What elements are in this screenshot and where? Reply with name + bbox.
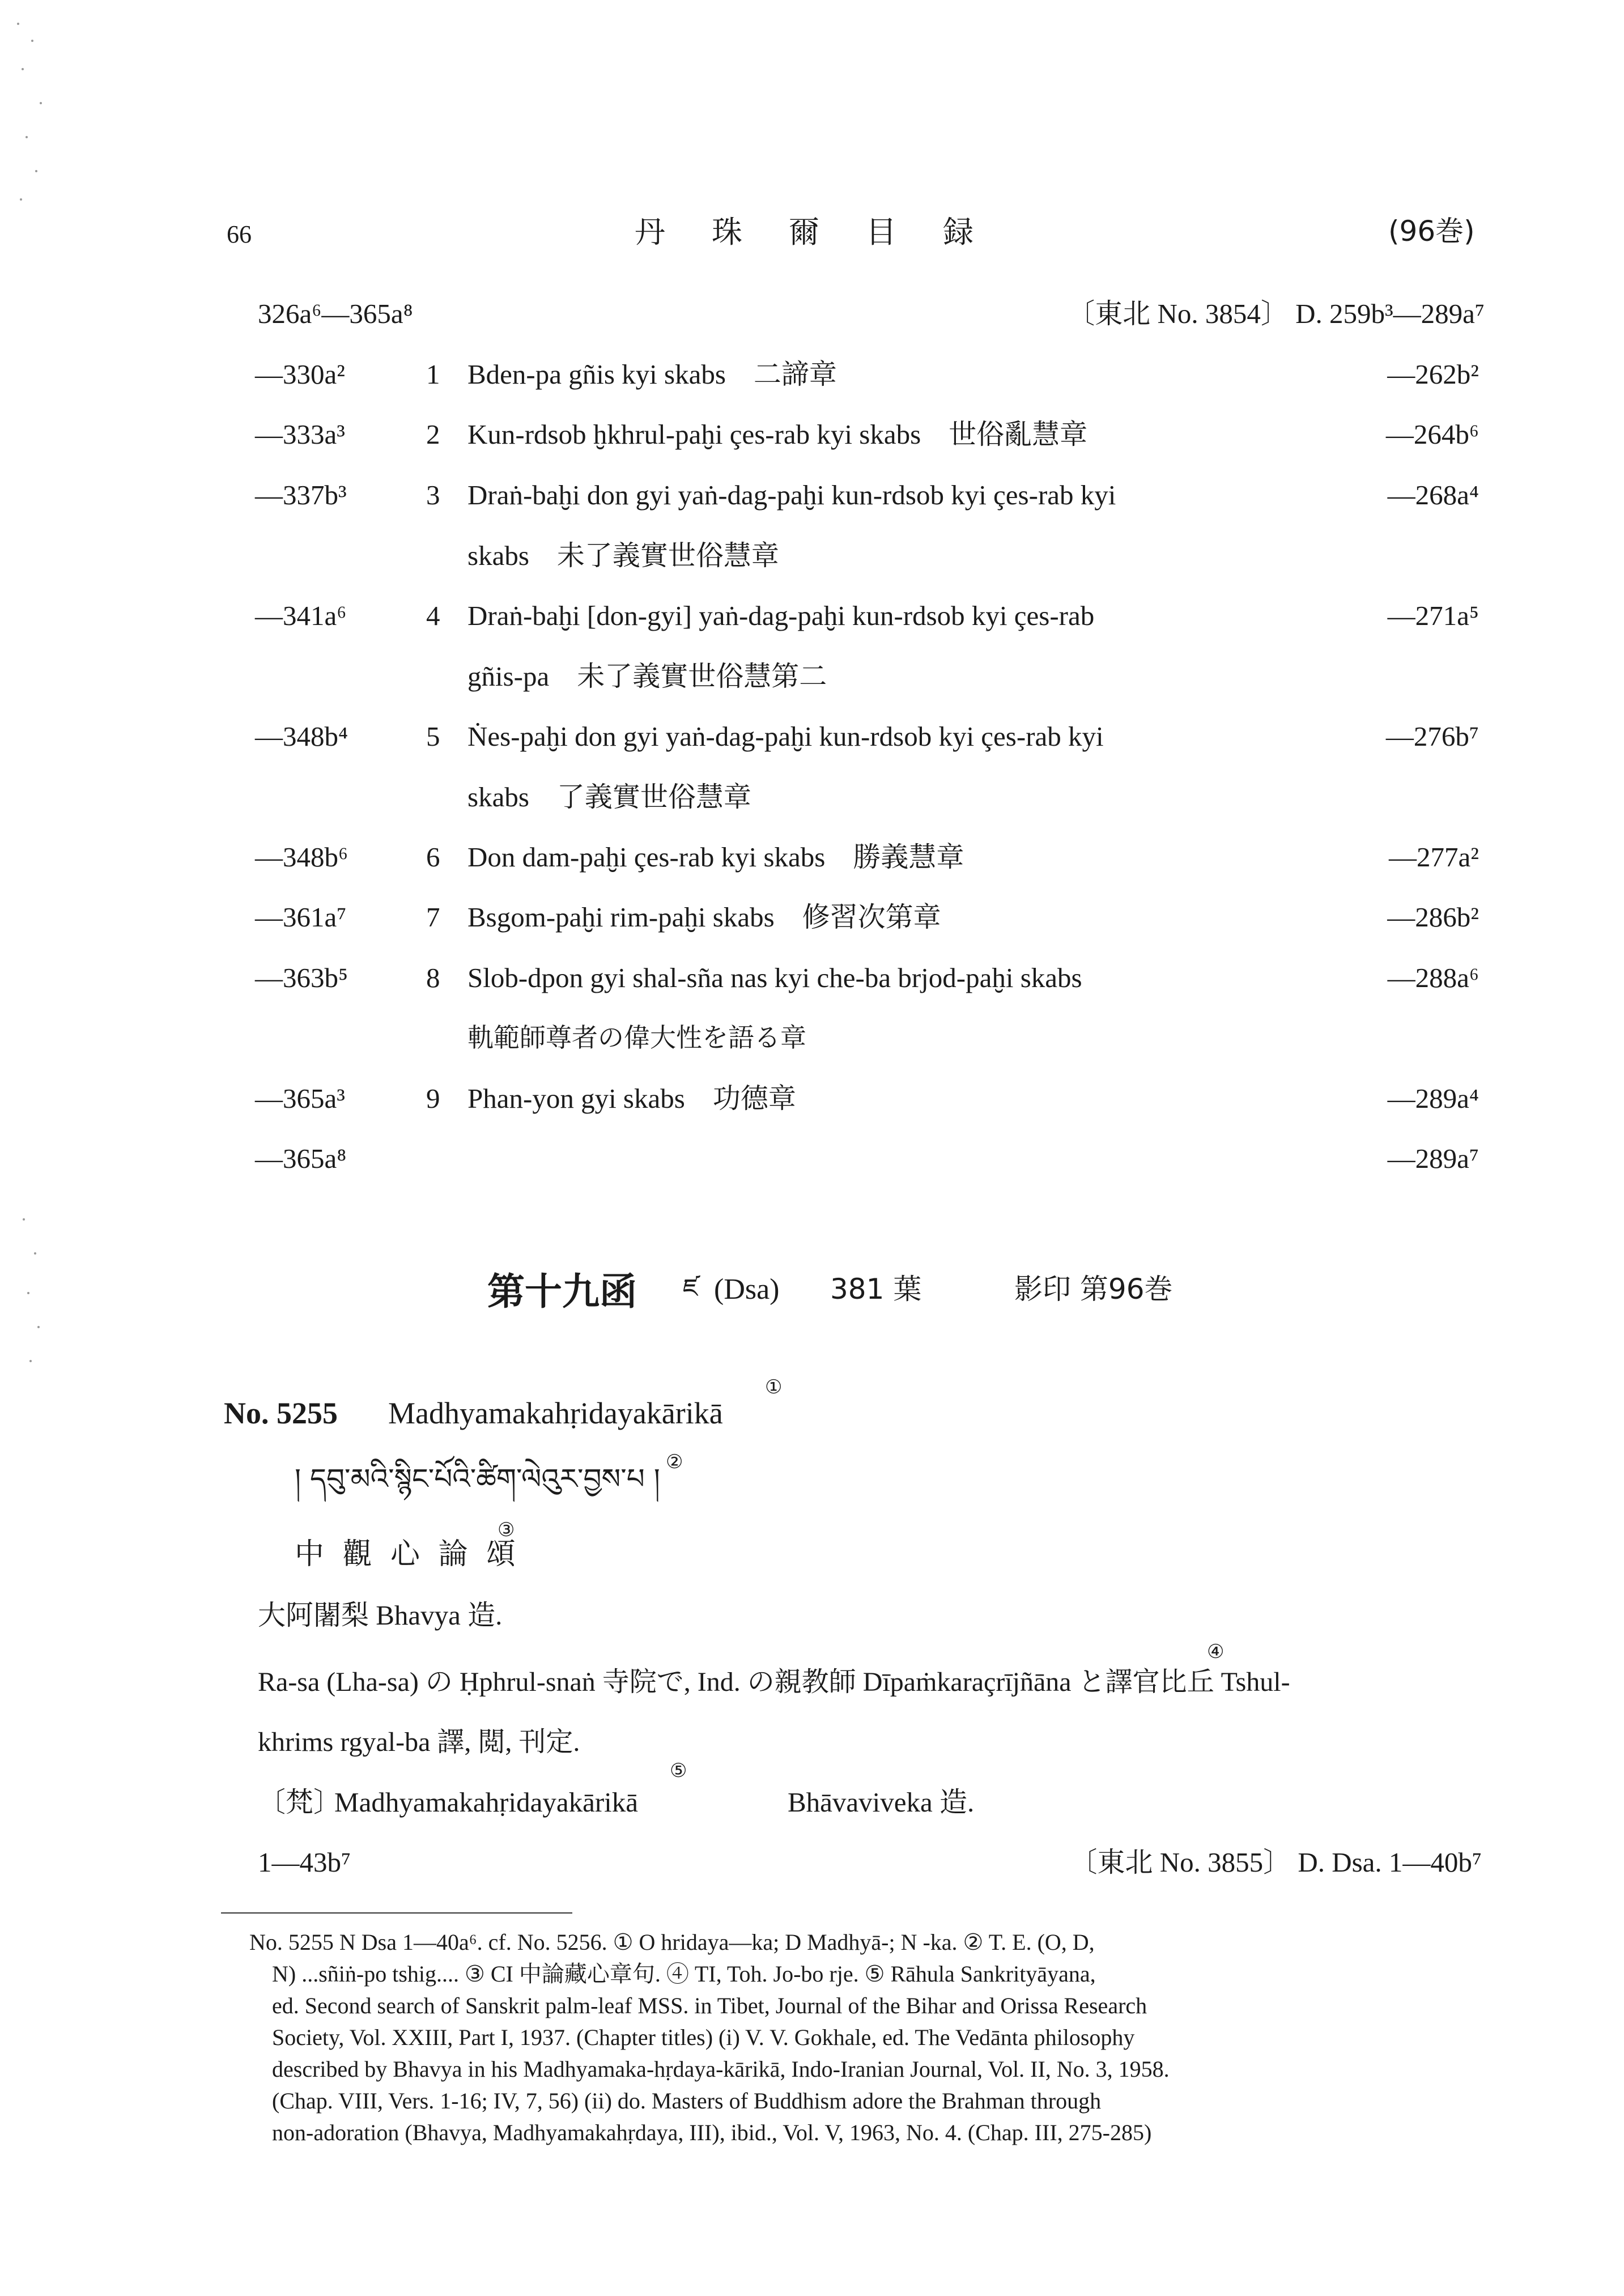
row-title: skabs 未了義實世俗慧章 bbox=[467, 540, 779, 571]
sanskrit-title: Madhyamakahṛidayakārikā bbox=[334, 1787, 639, 1818]
translation-line-1: Ra-sa (Lha-sa) の Ḥphrul-snaṅ 寺院で, Ind. の親教師 Dīpaṁkaraçrījñāna と譯官比丘 Tshul- bbox=[258, 1667, 1290, 1697]
row-title: Don dam-paḫi çes-rab kyi skabs 勝義慧章 bbox=[467, 841, 964, 873]
row-right-folio: —264b⁶ bbox=[1385, 419, 1479, 450]
row-number: 7 bbox=[426, 902, 440, 933]
row-title: Bden-pa gñis kyi skabs 二諦章 bbox=[467, 359, 837, 390]
row-number: 2 bbox=[426, 419, 440, 450]
footnote-line: (Chap. VIII, Vers. 1-16; IV, 7, 56) (ii) do. Masters of Buddhism adore the Brahman through bbox=[272, 2088, 1102, 2114]
author-line: 大阿闍梨 Bhavya 造. bbox=[258, 1600, 503, 1631]
row-right-folio: —289a⁴ bbox=[1387, 1083, 1479, 1114]
row-title: skabs 了義實世俗慧章 bbox=[467, 781, 751, 813]
row-right-folio: —262b² bbox=[1387, 359, 1479, 390]
running-title: 丹 珠 爾 目 録 bbox=[635, 214, 981, 250]
row-right-folio: —268a⁴ bbox=[1387, 479, 1479, 511]
row-left-folio: —361a⁷ bbox=[255, 902, 347, 933]
section-range: 326a⁶—365a⁸ bbox=[258, 298, 413, 329]
footnote-marker-5: ⑤ bbox=[670, 1759, 687, 1782]
row-right-folio: —288a⁶ bbox=[1387, 962, 1479, 993]
leaf-count: 381 葉 bbox=[830, 1273, 922, 1306]
row-number: 3 bbox=[426, 479, 440, 511]
row-right-folio: —277a² bbox=[1389, 841, 1479, 873]
row-title: Bsgom-paḫi rim-paḫi skabs 修習次第章 bbox=[467, 902, 941, 933]
entry-number: No. 5255 bbox=[224, 1396, 338, 1430]
row-number: 6 bbox=[426, 841, 440, 873]
footnote-rule bbox=[221, 1912, 572, 1914]
footnote-line: described by Bhavya in his Madhyamaka-hṛdaya-kārikā, Indo-Iranian Journal, Vol. II, No. 3, 1958. bbox=[272, 2056, 1170, 2082]
case-heading: 第十九函 bbox=[487, 1270, 637, 1313]
translation-line-2: khrims rgyal-ba 譯, 閲, 刊定. bbox=[258, 1727, 580, 1757]
row-title: Kun-rdsob ḫkhrul-paḫi çes-rab kyi skabs 世俗亂慧章 bbox=[467, 419, 1088, 450]
section-reference: 〔東北 No. 3854〕 D. 259b³—289a⁷ bbox=[1067, 298, 1485, 329]
row-right-folio: —286b² bbox=[1387, 902, 1479, 933]
facsimile-volume: 影印 第96巻 bbox=[1014, 1273, 1173, 1306]
sanskrit-label: 〔梵〕 bbox=[258, 1787, 342, 1818]
tibetan-case-letter: ཛ bbox=[683, 1274, 698, 1303]
row-left-folio: —337b³ bbox=[255, 479, 347, 511]
row-left-folio: —365a³ bbox=[255, 1083, 345, 1114]
footnote-marker-2: ② bbox=[666, 1451, 683, 1473]
footnote-marker-3: ③ bbox=[498, 1519, 515, 1541]
footnote-line: ed. Second search of Sanskrit palm-leaf MSS. in Tibet, Journal of the Bihar and Orissa Research bbox=[272, 1993, 1147, 2018]
footnote-marker-1: ① bbox=[765, 1376, 783, 1398]
row-right-folio: —276b⁷ bbox=[1385, 721, 1479, 752]
row-title: Draṅ-baḫi don gyi yaṅ-dag-paḫi kun-rdsob kyi çes-rab kyi bbox=[467, 479, 1116, 511]
row-right-folio: —271a⁵ bbox=[1387, 600, 1479, 631]
tibetan-title: ། དབུ་མའི་སྙིང་པོའི་ཚིག་ལེའུར་བྱས་པ ། bbox=[295, 1462, 660, 1495]
row-left-folio: —341a⁶ bbox=[255, 600, 347, 631]
entry-reference: 〔東北 No. 3855〕 D. Dsa. 1—40b⁷ bbox=[1069, 1847, 1482, 1878]
row-left-folio: —363b⁵ bbox=[255, 962, 348, 993]
row-number: 4 bbox=[426, 600, 440, 631]
row-title: Phan-yon gyi skabs 功德章 bbox=[467, 1083, 796, 1114]
volume-label: (96巻) bbox=[1388, 215, 1475, 248]
row-left-folio: —365a⁸ bbox=[255, 1143, 347, 1174]
row-left-folio: —348b⁶ bbox=[255, 841, 348, 873]
row-number: 1 bbox=[426, 359, 440, 390]
page-number: 66 bbox=[227, 220, 252, 248]
entry-title: Madhyamakahṛidayakārikā bbox=[388, 1396, 723, 1430]
row-left-folio: —333a³ bbox=[255, 419, 345, 450]
case-transliteration: (Dsa) bbox=[714, 1273, 780, 1306]
row-title: gñis-pa 未了義實世俗慧第二 bbox=[467, 661, 827, 692]
footnote-line: N) ...sñiṅ-po tshig.... ③ CI 中論藏心章句. ④ TI, Toh. Jo-bo rje. ⑤ Rāhula Sankrityāyana, bbox=[272, 1961, 1096, 1987]
row-left-folio: —330a² bbox=[255, 359, 345, 390]
row-title: Ṅes-paḫi don gyi yaṅ-dag-paḫi kun-rdsob kyi çes-rab kyi bbox=[467, 721, 1104, 752]
row-title: Slob-dpon gyi shal-sña nas kyi che-ba brjod-paḫi skabs bbox=[467, 962, 1082, 993]
entry-range: 1—43b⁷ bbox=[258, 1847, 351, 1878]
row-title: Draṅ-baḫi [don-gyi] yaṅ-dag-paḫi kun-rdsob kyi çes-rab bbox=[467, 600, 1095, 631]
row-number: 8 bbox=[426, 962, 440, 993]
row-left-folio: —348b⁴ bbox=[255, 721, 348, 752]
row-right-folio: —289a⁷ bbox=[1387, 1143, 1479, 1174]
row-number: 5 bbox=[426, 721, 440, 752]
footnote-line: No. 5255 N Dsa 1—40a⁶. cf. No. 5256. ① O hridaya—ka; D Madhyā-; N -ka. ② T. E. (O, D, bbox=[249, 1929, 1095, 1955]
sanskrit-author: Bhāvaviveka 造. bbox=[788, 1787, 975, 1818]
footnote-line: non-adoration (Bhavya, Madhyamakahṛdaya, III), ibid., Vol. V, 1963, No. 4. (Chap. III, 275-285) bbox=[272, 2120, 1152, 2145]
row-number: 9 bbox=[426, 1083, 440, 1114]
footnote-line: Society, Vol. XXIII, Part I, 1937. (Chapter titles) (i) V. V. Gokhale, ed. The Vedānta philosophy bbox=[272, 2025, 1135, 2050]
row-title: 軌範師尊者の偉大性を語る章 bbox=[467, 1022, 806, 1053]
footnote-marker-4: ④ bbox=[1207, 1640, 1225, 1663]
chinese-title: 中 觀 心 論 頌 bbox=[295, 1537, 521, 1571]
